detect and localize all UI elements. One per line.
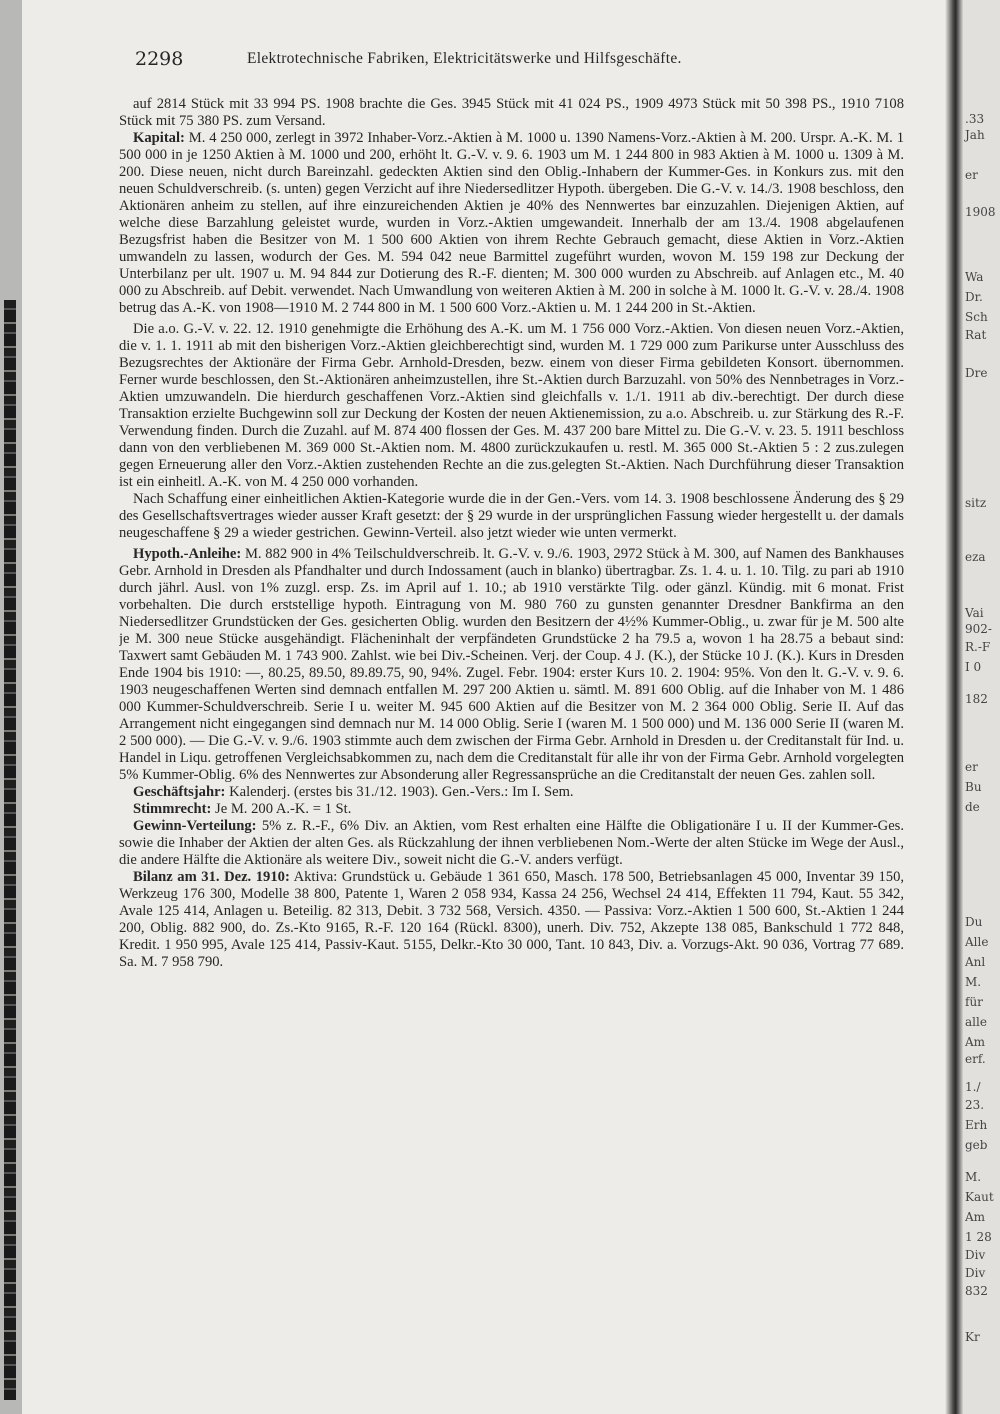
paragraph	[119, 321, 904, 491]
facing-page-fragment: Dre	[965, 366, 988, 380]
facing-page-fragment: sitz	[965, 496, 987, 510]
paragraph	[119, 784, 904, 801]
facing-page-fragment: Jah	[965, 128, 985, 142]
page-body	[119, 96, 904, 1366]
facing-page-fragment: Am	[965, 1035, 986, 1049]
facing-page-fragment: 1 28	[965, 1230, 992, 1244]
facing-page-fragment: Sch	[965, 310, 988, 324]
paragraph	[119, 818, 904, 869]
facing-page-fragment: 832	[965, 1284, 988, 1298]
section-keyword: Gewinn-Verteilung:	[133, 818, 257, 834]
facing-page-fragment: .33	[965, 112, 985, 126]
facing-page-fragment: Erh	[965, 1118, 988, 1132]
paragraph-text: M. 882 900 in 4% Teilschuldverschreib. lt. G.-V. v. 9./6. 1903, 2972 Stück à M. 300, auf Namen des Bankhauses Gebr. Arnhold in Dresden als Pfandhalter und durch Indossament (auch in blanko) übertragbar. Zs. 1. 4. u. 1. 10. Tilg. zu pari ab 1910 durch jährl. Ausl. von 1% zuzgl. ersp. Zs. im April auf 1. 10.; ab 1910 verstärkte Tilg. oder gänzl. Kündig. mit 6 monat. Frist vorbehalten. Die durch erststellige hypoth. Eintragung von M. 980 760 zu gunsten genannter Dresdner Bankfirma an den Niedersedlitzer Grundstücken der Ges. gesicherten Oblig. wurden den Besitzern der 4½% Kummer-Oblig., u. zwar für je M. 500 alte je M. 300 neue Stücke ausgehändigt. Flächeninhalt der verpfändeten Grundstücke 2 ha 79.5 a, wovon 1 ha 28.75 a bebaut sind: Taxwert samt Gebäuden M. 1 743 900. Zahlst. wie bei Div.-Scheinen. Verj. der Coup. 4 J. (K.), der Stücke 10 J. (K.). Kurs in Dresden Ende 1904 bis 1910: —, 80.25, 89.50, 89.89.75, 90, 94%. Zugel. Febr. 1904: erster Kurs 10. 2. 1904: 95%. Von den lt. G.-V. v. 9. 6. 1903 neugeschaffenen Werten sind demnach entfallen M. 297 200 Aktien u. sämtl. M. 891 600 Oblig. auf die Inhaber von M. 1 486 000 Kummer-Schuldverschreib. Serie I u. weiter M. 945 600 Aktien auf die Besitzer von M. 2 364 000 Oblig. Serie II. Auf das Arrangement nicht eingegangen sind demnach nur M. 14 000 Oblig. Serie I (waren M. 1 500 000) und M. 136 000 Serie II (waren M. 2 500 000). — Die G.-V. v. 9./6. 1903 stimmte auch dem zwischen der Firma Gebr. Arnhold in Dresden u. der Creditanstalt für Ind. u. Handel in Liqu. getroffenen Vergleichsabkommen zu, nach dem die Creditanstalt für alle ihr von der Firma Gebr. Arnhold vorgelegten 5% Kummer-Oblig. 6% des Nennwertes zur Absonderung aller Regressansprüche an die Creditanstalt der neuen Ges. zahlen soll.	[119, 546, 904, 783]
page-header	[135, 48, 935, 74]
paragraph	[119, 546, 904, 784]
facing-page-fragment: Bu	[965, 780, 982, 794]
facing-page-fragment: 182	[965, 692, 988, 706]
paragraph-text: Die a.o. G.-V. v. 22. 12. 1910 genehmigte die Erhöhung des A.-K. um M. 1 756 000 Vorz.-Aktien. Von diesen neuen Vorz.-Aktien, die v. 1. 1. 1911 ab mit den bisherigen Vorz.-Aktien gleichberechtigt sind, wurden M. 1 729 000 zum Parikurse unter Ausschluss des Bezugsrechtes der Aktionäre der Firma Gebr. Arnhold-Dresden, bezw. einem von dieser Firma gebildeten Konsort. übernommen. Ferner wurde beschlossen, den St.-Aktionären anheimzustellen, ihre St.-Aktien durch Barzuzahl. von 50% des Nennbetrages in Vorz.-Aktien umzuwandeln. Die hierdurch geschaffenen Vorz.-Aktien sind gleichfalls v. 1./1. 1911 ab div.-berechtigt. Der durch diese Transaktion erzielte Buchgewinn soll zur Deckung der Kosten der neuen Aktienemission, zu a.o. Abschreib. u. zur Stärkung des R.-F. Verwendung finden. Durch die Zuzahl. auf M. 874 400 flossen der Ges. M. 437 200 bare Mittel zu. Die G.-V. v. 23. 5. 1911 beschloss dann von den verbliebenen M. 369 000 St.-Aktien nom. M. 4800 zurückzukaufen u. restl. M. 365 000 St.-Aktien 5 : 2 zus.zulegen gegen Erneuerung aller den Vorz.-Aktien zustehenden Rechte an die zus.gelegten St.-Aktien. Nach Durchführung dieser Transaktion ist ein einheitl. A.-K. von M. 4 250 000 vorhanden.	[119, 321, 904, 490]
facing-page-fragment: Kaut	[965, 1190, 994, 1204]
facing-page-fragment: eza	[965, 550, 986, 564]
facing-page-fragment: Dr.	[965, 290, 983, 304]
section-keyword: Kapital:	[133, 130, 185, 146]
paragraph-text: Kalenderj. (erstes bis 31./12. 1903). Gen.-Vers.: Im I. Sem.	[229, 784, 574, 800]
facing-page-fragment: er	[965, 168, 978, 182]
paragraph-text: 5% z. R.-F., 6% Div. an Aktien, vom Rest erhalten eine Hälfte die Obligationäre I u. II der Kummer-Ges. sowie die Inhaber der Aktien der alten Ges. als Rückzahlung der ihnen verbliebenen Nom.-Werte der alten Stücke im Wege der Ausl., die andere Hälfte die Aktionäre als weitere Div., soweit nicht die G.-V. anders verfügt.	[119, 818, 904, 868]
facing-page-fragment: Wa	[965, 270, 984, 284]
facing-page-fragment: Vai	[965, 606, 984, 620]
facing-page-fragment: geb	[965, 1138, 988, 1152]
paragraph	[119, 801, 904, 818]
section-keyword: Hypoth.-Anleihe:	[133, 546, 242, 562]
paragraph-text: auf 2814 Stück mit 33 994 PS. 1908 brachte die Ges. 3945 Stück mit 41 024 PS., 1909 4973 Stück mit 50 398 PS., 1910 7108 Stück mit 75 380 PS. zum Versand.	[119, 96, 904, 129]
facing-page-fragment: Rat	[965, 328, 987, 342]
facing-page-fragment: er	[965, 760, 978, 774]
facing-page-fragment: Anl	[965, 955, 986, 969]
facing-page-fragment: Am	[965, 1210, 986, 1224]
facing-page-fragment: Kr	[965, 1330, 980, 1344]
facing-page-fragment: Du	[965, 915, 983, 929]
paragraph-text: Aktiva: Grundstück u. Gebäude 1 361 650, Masch. 178 500, Betriebsanlagen 45 000, Inventar 39 150, Werkzeug 176 300, Modelle 38 800, Patente 1, Waren 2 058 934, Kassa 24 256, Wechsel 24 414, Effekten 11 794, Kaut. 55 342, Avale 125 414, Anlagen u. Beteilig. 82 313, Debit. 3 732 568, Versich. 4350. — Passiva: Vorz.-Aktien 1 500 600, St.-Aktien 1 244 200, Oblig. 882 900, do. Zs.-Kto 9165, R.-F. 120 164 (Rückl. 8300), unerh. Div. 752, Akzepte 138 085, Bankschuld 1 772 848, Kredit. 1 950 995, Avale 125 414, Passiv-Kaut. 5155, Delkr.-Kto 30 000, Tant. 10 843, Div. a. Vorzugs-Akt. 90 036, Vortrag 77 689. Sa. M. 7 958 790.	[119, 869, 904, 970]
paragraph-text: M. 4 250 000, zerlegt in 3972 Inhaber-Vorz.-Aktien à M. 1000 u. 1390 Namens-Vorz.-Aktien à M. 200. Urspr. A.-K. M. 1 500 000 in je 1250 Aktien à M. 1000 und 200, erhöht lt. G.-V. v. 9. 6. 1903 um M. 1 244 800 in 983 Aktien à M. 1000 u. 1309 à M. 200. Diese neuen, nicht durch Bareinzahl. gedeckten Aktien sind den Oblig.-Inhabern der Kummer-Ges. in Konkurs zus. mit den neuen Schuldverschreib. (s. unten) gegen Verzicht auf ihre Niedersedlitzer Hypoth. übergeben. Die G.-V. v. 14./3. 1908 beschloss, den Aktionären anheim zu stellen, auf ihre einzureichenden Aktien je 40% des Nennwertes bar einzuzahlen. Diejenigen Aktien, auf welche diese Barzahlung geleistet wurde, wurden in Vorz.-Aktien umgewandeit. Innerhalb der am 13./4. 1908 abgelaufenen Bezugsfrist haben die Besitzer von M. 1 500 600 Aktien von ihrem Rechte Gebrauch gemacht, diese Aktien in Vorz.-Aktien umwandeln zu lassen, wodurch der Ges. M. 594 042 neue Barmittel zugeführt wurden, wovon M. 159 198 zur Deckung der Unterbilanz per ult. 1907 u. M. 94 844 zur Dotierung des R.-F. dienten; M. 300 000 wurden zu Abschreib. auf Anlagen etc., M. 40 000 zu Abschreib. auf Debit. verwendet. Nach Umwandlung von weiteren Aktien à M. 200 in solche à M. 1000 lt. G.-V. v. 28./4. 1908 betrug das A.-K. von 1908—1910 M. 2 744 800 in M. 1 500 600 Vorz.-Aktien u. M. 1 244 200 in St.-Aktien.	[119, 130, 904, 316]
paragraph-text: Nach Schaffung einer einheitlichen Aktien-Kategorie wurde die in der Gen.-Vers. vom 14. 3. 1908 beschlossene Änderung des § 29 des Gesellschaftsvertrages wieder ausser Kraft gesetzt: der § 29 wurde in der ursprünglichen Fassung wieder hergestellt u. der damals neugeschaffene § 29 a wieder gestrichen. Gewinn-Verteil. also jetzt wieder wie unten vermerkt.	[119, 491, 904, 541]
paragraph	[119, 491, 904, 542]
facing-page-fragment: Div	[965, 1248, 986, 1262]
facing-page-fragment: 1908	[965, 205, 996, 219]
facing-page-fragment: erf.	[965, 1052, 986, 1066]
section-keyword: Bilanz am 31. Dez. 1910:	[133, 869, 290, 885]
facing-page-edge	[963, 0, 1000, 1414]
facing-page-fragment: I 0	[965, 660, 982, 674]
facing-page-fragment: 23.	[965, 1098, 985, 1112]
section-keyword: Stimmrecht:	[133, 801, 212, 817]
page-number: 2298	[135, 48, 184, 70]
facing-page-fragment: für	[965, 995, 983, 1009]
paragraph	[119, 96, 904, 130]
paragraph-text: Je M. 200 A.-K. = 1 St.	[215, 801, 352, 817]
facing-page-fragment: Alle	[965, 935, 989, 949]
facing-page-fragment: M.	[965, 975, 982, 989]
running-title: Elektrotechnische Fabriken, Elektricitätswerke und Hilfsgeschäfte.	[247, 50, 682, 67]
facing-page-fragment: R.-F	[965, 640, 991, 654]
facing-page-fragment: 1./	[965, 1080, 981, 1094]
facing-page-fragment: Div	[965, 1266, 986, 1280]
facing-page-fragment: de	[965, 800, 980, 814]
paragraph	[119, 869, 904, 971]
section-keyword: Geschäftsjahr:	[133, 784, 226, 800]
facing-page-fragment: M.	[965, 1170, 982, 1184]
left-binding-edge	[0, 0, 22, 1414]
book-gutter	[945, 0, 963, 1414]
paragraph	[119, 130, 904, 317]
facing-page-fragment: alle	[965, 1015, 987, 1029]
facing-page-fragment: 902-	[965, 622, 992, 636]
